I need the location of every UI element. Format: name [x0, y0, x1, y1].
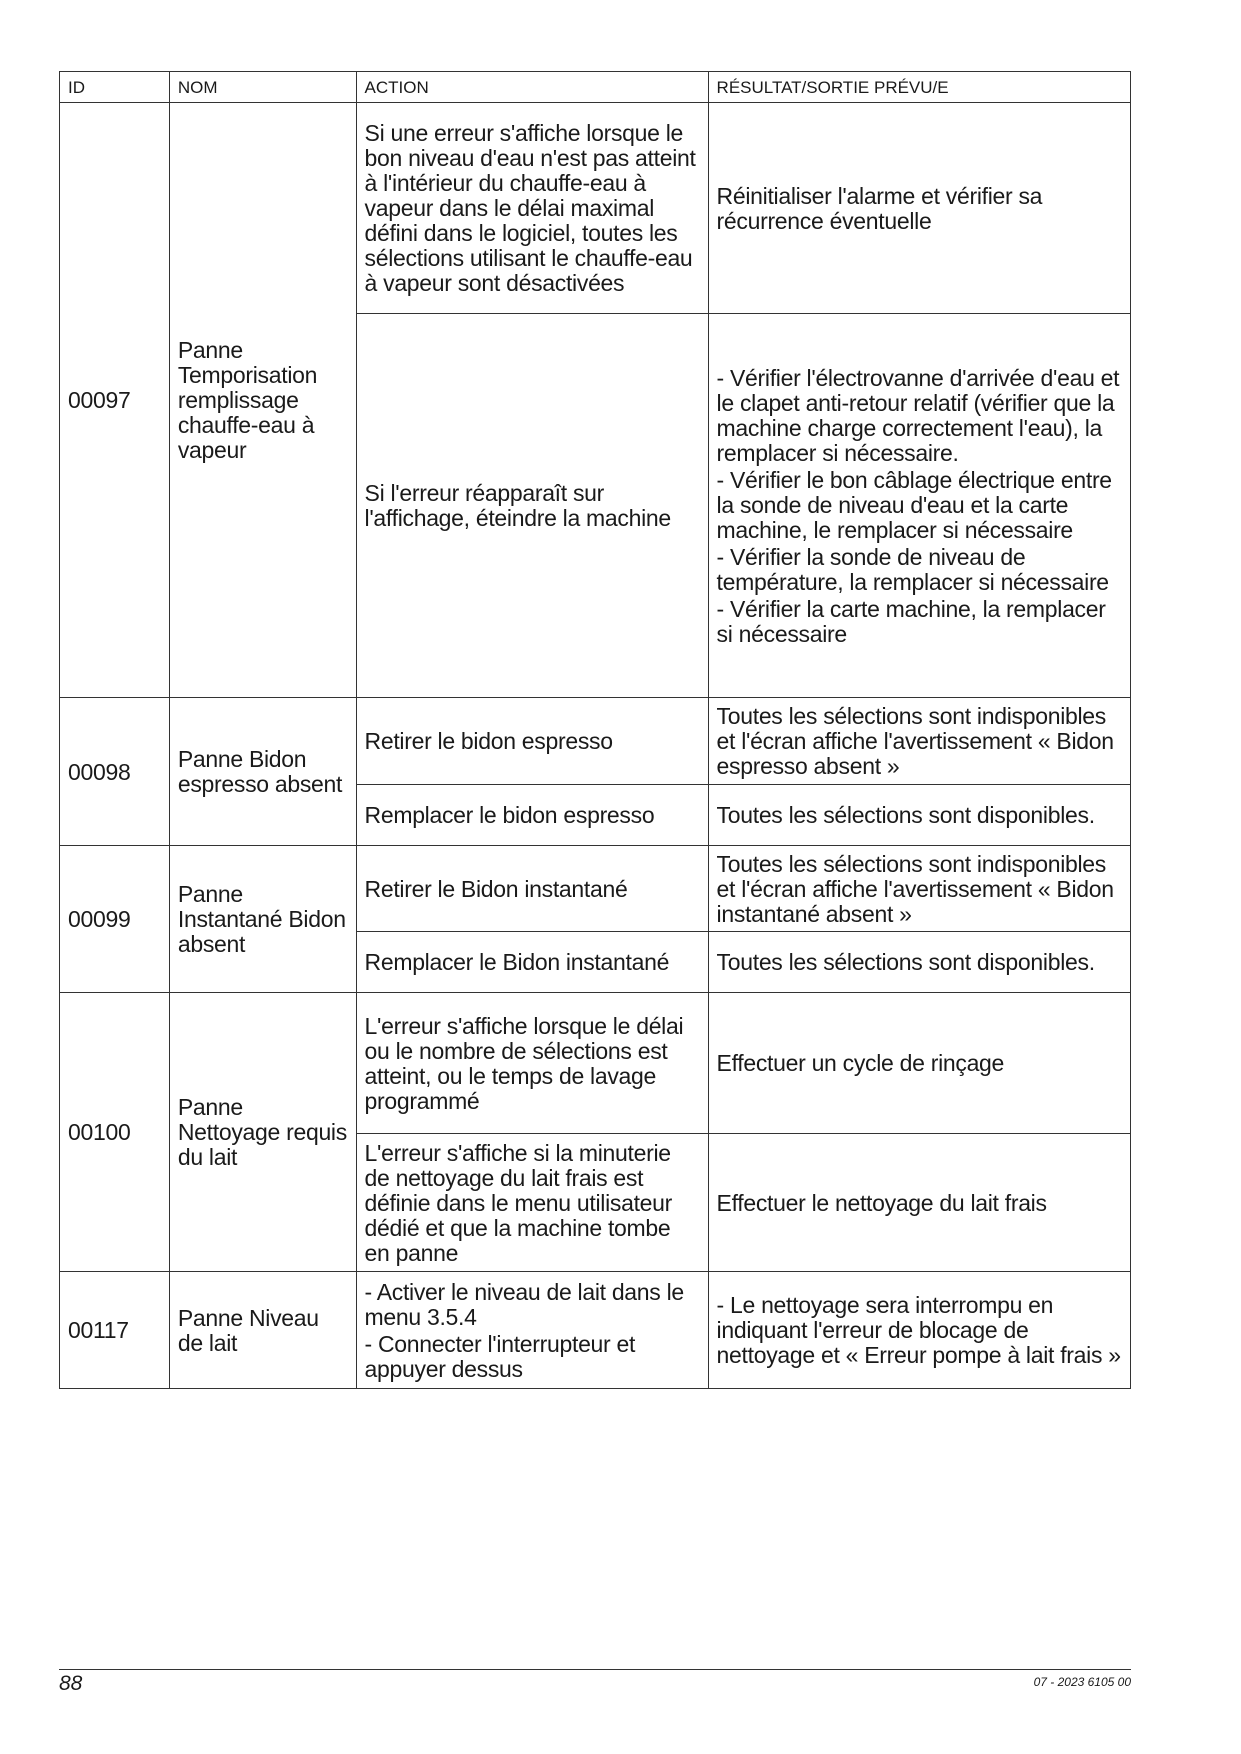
fault-action: L'erreur s'affiche si la minuterie de nettoyage du lait frais est définie dans le menu utilisateur dédié et que la machine tombe en panne	[356, 1134, 708, 1272]
fault-id: 00100	[60, 993, 170, 1272]
fault-result	[708, 103, 1130, 314]
result-line: Toutes les sélections sont indisponibles et l'écran affiche l'avertissement « Bidon instantané absent »	[716, 850, 1114, 927]
fault-action: Si une erreur s'affiche lorsque le bon niveau d'eau n'est pas atteint à l'intérieur du chauffe-eau à vapeur dans le délai maximal défini dans le logiciel, toutes les sélections utilisant le chauffe-eau à vapeur sont désactivées	[356, 103, 708, 314]
fault-id: 00098	[60, 698, 170, 846]
fault-result	[708, 785, 1130, 846]
fault-result	[708, 932, 1130, 993]
result-line: - Le nettoyage sera interrompu en indiquant l'erreur de blocage de nettoyage et « Erreur pompe à lait frais »	[716, 1292, 1121, 1368]
table-row	[60, 103, 1131, 314]
footer-divider	[59, 1669, 1131, 1670]
fault-result	[708, 1134, 1130, 1272]
fault-action: Remplacer le bidon espresso	[356, 785, 708, 846]
result-line: Toutes les sélections sont indisponibles et l'écran affiche l'avertissement « Bidon espresso absent »	[716, 703, 1114, 779]
fault-name: Panne Bidon espresso absent	[169, 698, 356, 846]
table-row	[60, 1272, 1131, 1389]
header-nom: NOM	[169, 72, 356, 103]
header-action: ACTION	[356, 72, 708, 103]
result-line: Réinitialiser l'alarme et vérifier sa récurrence éventuelle	[716, 182, 1043, 234]
fault-id: 00117	[60, 1272, 170, 1389]
result-line: Effectuer un cycle de rinçage	[716, 1050, 1005, 1076]
action-line: - Activer le niveau de lait dans le menu 3.5.4	[364, 1278, 684, 1330]
table-header-row	[60, 72, 1131, 103]
table-row	[60, 993, 1131, 1134]
fault-result	[708, 993, 1130, 1134]
fault-id: 00097	[60, 103, 170, 698]
fault-name: Panne Instantané Bidon absent	[169, 846, 356, 993]
document-reference: 07 - 2023 6105 00	[1033, 1675, 1131, 1689]
fault-name: Panne Niveau de lait	[169, 1272, 356, 1389]
fault-name: Panne Nettoyage requis du lait	[169, 993, 356, 1272]
page-number: 88	[59, 1672, 83, 1695]
fault-name: Panne Temporisation remplissage chauffe-eau à vapeur	[169, 103, 356, 698]
header-id: ID	[60, 72, 170, 103]
result-line: - Vérifier la carte machine, la remplacer si nécessaire	[716, 595, 1106, 647]
fault-result	[708, 314, 1130, 698]
fault-id: 00099	[60, 846, 170, 993]
result-line: - Vérifier l'électrovanne d'arrivée d'eau et le clapet anti-retour relatif (vérifier que la machine charge correctement l'eau), la remplacer si nécessaire.	[716, 364, 1120, 466]
table-row	[60, 698, 1131, 785]
fault-result	[708, 698, 1130, 785]
fault-action	[356, 1272, 708, 1389]
fault-result	[708, 846, 1130, 932]
fault-result	[708, 1272, 1130, 1389]
result-line: Effectuer le nettoyage du lait frais	[716, 1189, 1047, 1216]
result-line: Toutes les sélections sont disponibles.	[716, 802, 1095, 828]
result-line: Toutes les sélections sont disponibles.	[716, 949, 1095, 975]
fault-action: L'erreur s'affiche lorsque le délai ou le nombre de sélections est atteint, ou le temps de lavage programmé	[356, 993, 708, 1134]
fault-action: Remplacer le Bidon instantané	[356, 932, 708, 993]
fault-action: Retirer le Bidon instantané	[356, 846, 708, 932]
result-line: - Vérifier la sonde de niveau de température, la remplacer si nécessaire	[716, 543, 1109, 595]
fault-table	[59, 71, 1131, 1389]
table-row	[60, 846, 1131, 932]
fault-action: Si l'erreur réapparaît sur l'affichage, éteindre la machine	[356, 314, 708, 698]
fault-action: Retirer le bidon espresso	[356, 698, 708, 785]
header-result: RÉSULTAT/SORTIE PRÉVU/E	[708, 72, 1130, 103]
action-line: - Connecter l'interrupteur et appuyer dessus	[364, 1330, 636, 1382]
result-line: - Vérifier le bon câblage électrique entre la sonde de niveau d'eau et la carte machine, le remplacer si nécessaire	[716, 466, 1112, 543]
